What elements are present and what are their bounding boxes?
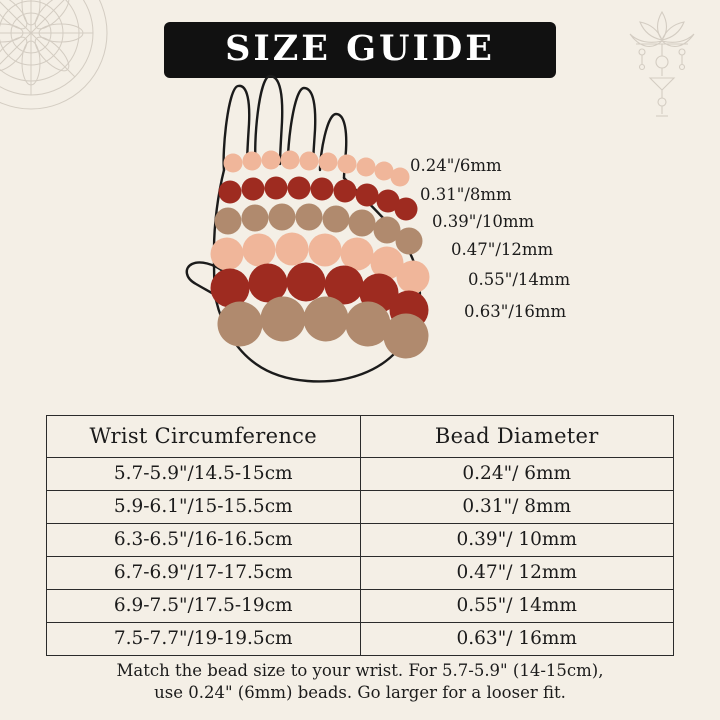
footer-note: [0, 660, 720, 705]
table-row: [47, 623, 674, 656]
callout-16mm: 0.63"/16mm: [464, 302, 567, 321]
callout-10mm: 0.39"/10mm: [432, 212, 535, 231]
cell-bead: 0.39"/ 10mm: [360, 524, 674, 557]
table-header-row: [47, 416, 674, 458]
callout-8mm: 0.31"/8mm: [420, 185, 512, 204]
table-row: [47, 590, 674, 623]
cell-wrist: 5.7-5.9"/14.5-15cm: [47, 458, 361, 491]
page-title: SIZE GUIDE: [225, 28, 495, 69]
column-header-wrist: Wrist Circumference: [47, 416, 361, 458]
cell-bead: 0.31"/ 8mm: [360, 491, 674, 524]
table-row: [47, 458, 674, 491]
callout-14mm: 0.55"/14mm: [468, 270, 571, 289]
footer-line-1: Match the bead size to your wrist. For 5.7-5.9" (14-15cm),: [116, 661, 604, 680]
cell-wrist: 6.7-6.9"/17-17.5cm: [47, 557, 361, 590]
cell-bead: 0.63"/ 16mm: [360, 623, 674, 656]
cell-wrist: 6.9-7.5"/17.5-19cm: [47, 590, 361, 623]
table-row: [47, 557, 674, 590]
cell-wrist: 6.3-6.5"/16-16.5cm: [47, 524, 361, 557]
size-callout-list: [0, 74, 720, 404]
cell-bead: 0.47"/ 12mm: [360, 557, 674, 590]
cell-bead: 0.24"/ 6mm: [360, 458, 674, 491]
table-row: [47, 491, 674, 524]
callout-12mm: 0.47"/12mm: [451, 240, 554, 259]
footer-line-2: use 0.24" (6mm) beads. Go larger for a looser fit.: [154, 683, 566, 703]
table-row: [47, 524, 674, 557]
callout-6mm: 0.24"/6mm: [410, 156, 502, 175]
cell-wrist: 5.9-6.1"/15-15.5cm: [47, 491, 361, 524]
cell-wrist: 7.5-7.7"/19-19.5cm: [47, 623, 361, 656]
column-header-bead: Bead Diameter: [360, 416, 674, 458]
cell-bead: 0.55"/ 14mm: [360, 590, 674, 623]
size-table-wrapper: [46, 415, 674, 656]
page-title-bar: [164, 22, 556, 78]
size-table: [46, 415, 674, 656]
